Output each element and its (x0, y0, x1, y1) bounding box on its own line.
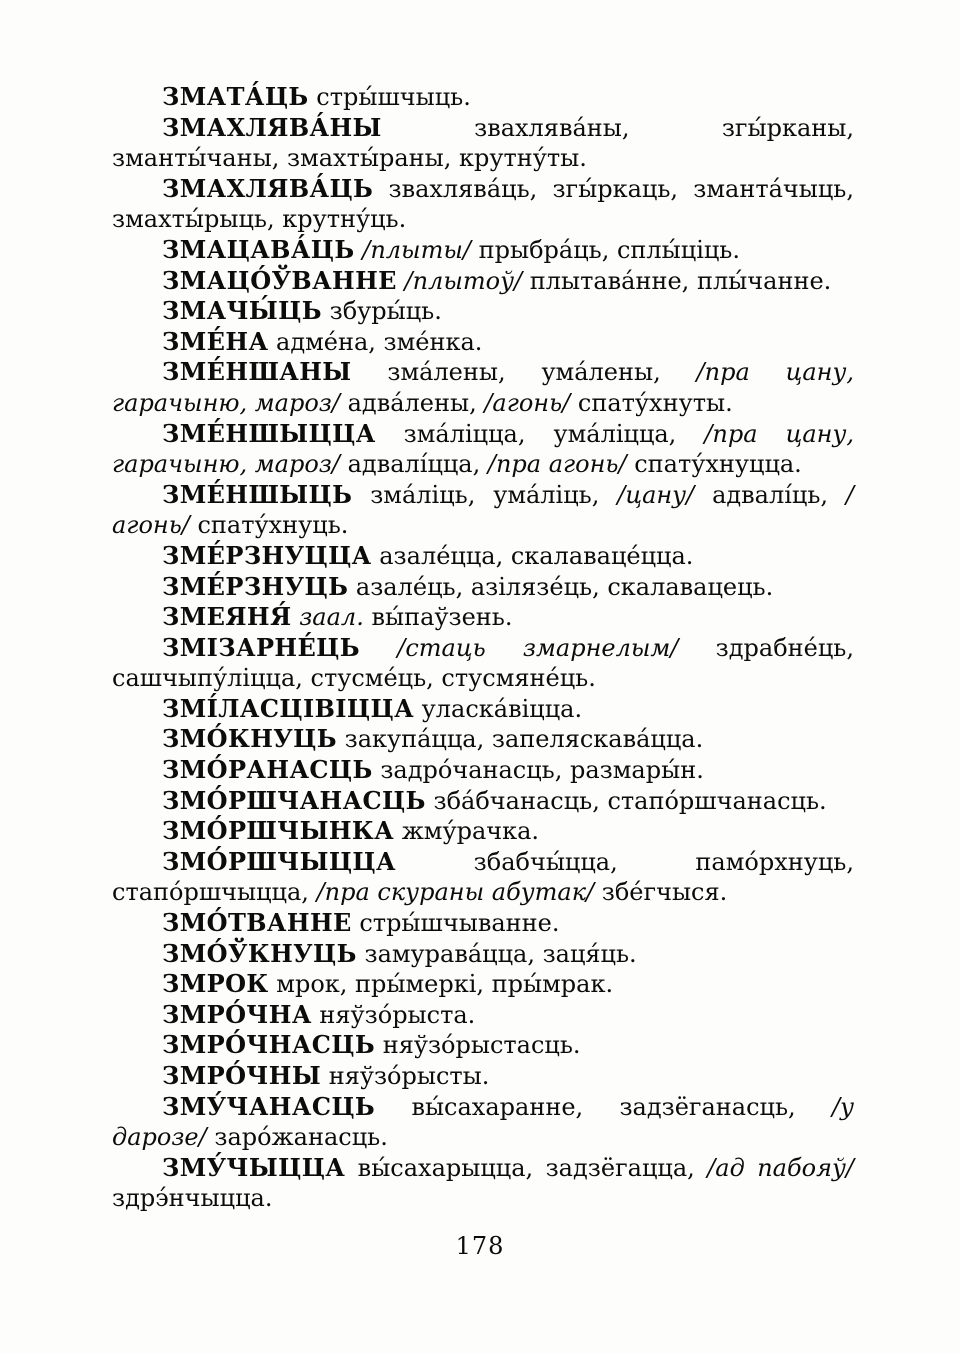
entry-usage-note: /у дарозе/ (112, 1092, 854, 1152)
dictionary-entry (112, 724, 854, 755)
dictionary-entry (112, 235, 854, 266)
dictionary-entry (112, 296, 854, 327)
dictionary-entry (112, 847, 854, 908)
entry-definition-run: жму́рачка. (394, 817, 540, 846)
entry-definition-run: зба́бчанасць, стапо́ршчанасць. (425, 786, 827, 815)
entry-definition-run (397, 267, 405, 295)
entry-usage-note: /агонь/ (484, 388, 571, 417)
dictionary-entry (112, 602, 854, 633)
entry-usage-note: /стаць змарнелым/ (397, 633, 679, 662)
entry-definition-run: стры́шчыванне. (351, 909, 560, 938)
dictionary-entry (112, 1092, 854, 1153)
dictionary-entry (112, 1030, 854, 1061)
entry-definition-run: азале́цца, скалаваце́цца. (371, 541, 694, 570)
entry-headword: ЗМЕ́РЗНУЦЦА (162, 540, 372, 570)
dictionary-entry (112, 572, 854, 603)
entry-headword: ЗМЕ́РЗНУЦЬ (162, 571, 349, 601)
dictionary-entry (112, 541, 854, 572)
entry-definition-run: уласка́віцца. (414, 694, 583, 723)
entry-definition-run: вы́паўзень. (363, 603, 513, 632)
entry-definition-run: мрок, пры́меркі, пры́мрак. (268, 970, 614, 999)
entry-definition-run: спату́хнуць. (189, 511, 349, 540)
entry-headword: ЗМЕЯНЯ́ (162, 602, 292, 632)
entry-definition-run: збе́гчыся. (594, 878, 728, 907)
entry-definition-run: звахлява́ны, згы́рканы, зманты́чаны, змахты́раны, крутну́ты. (112, 113, 854, 173)
entry-headword: ЗМО́РШЧЫНКА (162, 816, 395, 846)
dictionary-entry (112, 786, 854, 817)
entry-usage-note: /пра цану, гарачыню, мароз/ (112, 419, 854, 479)
dictionary-entry (112, 357, 854, 418)
entry-usage-note: /пра скураны абутак/ (316, 878, 595, 907)
entry-definition-run: зма́лены, ума́лены, (351, 358, 697, 387)
entry-definition-run: спату́хнуты. (570, 388, 733, 417)
entry-usage-note: /агонь/ (112, 480, 855, 540)
entry-headword: ЗМАЧЫ́ЦЬ (162, 296, 322, 326)
dictionary-entry (112, 816, 854, 847)
dictionary-entry (112, 174, 854, 235)
entry-definition-run: збабчы́цца, памо́рхнуць, стапо́ршчыцца, (112, 847, 854, 907)
entry-definition-run: здрэ́нчыцца. (112, 1184, 273, 1213)
entry-definition-run: зма́ліцца, ума́ліцца, (375, 419, 705, 448)
entry-definition-run: закупа́цца, запеляскава́цца. (336, 725, 704, 754)
entry-headword: ЗМЕ́НШЫЦЬ (162, 479, 353, 509)
entry-definition-run: звахлява́ць, згы́ркаць, зманта́чыць, змахты́рыць, крутну́ць. (112, 174, 854, 234)
entry-usage-note: /пра агонь/ (487, 450, 627, 479)
dictionary-entry (112, 419, 854, 480)
entry-definition-run: стры́шчыць. (308, 83, 471, 111)
dictionary-entry (112, 1061, 854, 1092)
entry-usage-note: /ад пабояў/ (707, 1153, 854, 1182)
entry-headword: ЗМО́ТВАННЕ (162, 908, 352, 938)
entry-headword: ЗМО́РШЧАНАСЦЬ (162, 785, 426, 815)
dictionary-entry (112, 908, 854, 939)
entry-usage-note: заал. (299, 603, 364, 632)
dictionary-entry (112, 939, 854, 970)
entry-headword: ЗМАХЛЯВА́ЦЬ (162, 173, 374, 203)
page-number: 178 (455, 1232, 505, 1260)
entry-definition-run: азале́ць, азілязе́ць, скалавацець. (348, 572, 774, 601)
entry-definition-run: заро́жанасць. (206, 1123, 388, 1152)
dictionary-entry (112, 327, 854, 358)
dictionary-entry (112, 1000, 854, 1031)
entry-headword: ЗМРО́ЧНА (162, 999, 312, 1029)
entry-definition-run: збуры́ць. (321, 297, 442, 326)
entry-definition-run: прыбра́ць, сплы́ціць. (471, 235, 740, 264)
entry-headword: ЗМРОК (162, 969, 269, 999)
entry-definition-run: здрабне́ць, сашчыпу́ліцца, стусме́ць, стусмяне́ць. (112, 633, 854, 693)
entry-definition-run: вы́сахарыцца, задзёгацца, (345, 1153, 708, 1182)
dictionary-entry (112, 694, 854, 725)
entry-headword: ЗМО́ЎКНУЦЬ (162, 938, 357, 968)
entry-headword: ЗМЕ́НШАНЫ (162, 357, 352, 387)
entry-headword: ЗМУ́ЧЫЦЦА (162, 1152, 346, 1182)
entry-definition-run: адвалі́ць, (694, 480, 846, 509)
entry-usage-note: /пра цану, гарачыню, мароз/ (112, 358, 854, 417)
entries-block (112, 82, 854, 1214)
entry-definition-run (360, 634, 397, 662)
entry-headword: ЗМЕ́НА (162, 326, 269, 356)
dictionary-entry (112, 755, 854, 786)
entry-usage-note: /плытоў/ (404, 266, 523, 295)
entry-headword: ЗМАТА́ЦЬ (162, 82, 309, 111)
entry-definition-run: задро́чанасць, размары́н. (372, 756, 704, 785)
dictionary-entry (112, 266, 854, 297)
dictionary-entry (112, 480, 854, 541)
entry-usage-note: /цану/ (617, 480, 695, 509)
entry-headword: ЗМАЦО́ЎВАННЕ (162, 265, 397, 295)
dictionary-entry (112, 1153, 854, 1214)
entry-definition-run: плытава́нне, плы́чанне. (522, 266, 832, 295)
entry-headword: ЗМАЦАВА́ЦЬ (162, 234, 355, 264)
entry-definition-run: адва́лены, (339, 388, 485, 417)
entry-definition-run: зма́ліць, ума́ліць, (352, 480, 618, 509)
dictionary-entry (112, 969, 854, 1000)
entry-definition-run: замурава́цца, заця́ць. (356, 939, 637, 968)
entry-headword: ЗМО́РАНАСЦЬ (162, 755, 373, 785)
entry-definition-run: адме́на, зме́нка. (268, 327, 483, 356)
entry-definition-run: спату́хнуцца. (626, 450, 802, 479)
entry-headword: ЗМІ́ЛАСЦІВІЦЦА (162, 693, 415, 723)
entry-headword: ЗМРО́ЧНАСЦЬ (162, 1030, 376, 1060)
entry-headword: ЗМРО́ЧНЫ (162, 1061, 322, 1090)
entry-headword: ЗМО́КНУЦЬ (162, 724, 337, 754)
dictionary-entry (112, 633, 854, 694)
entry-definition-run: няўзо́рысты. (321, 1062, 490, 1090)
dictionary-entry (112, 113, 854, 174)
entry-definition-run: вы́сахаранне, задзёганасць, (375, 1092, 832, 1121)
entry-definition-run: няўзо́рыста. (311, 1000, 476, 1029)
entry-definition-run: няўзо́рыстасць. (375, 1031, 581, 1060)
entry-usage-note: /плыты/ (362, 235, 471, 264)
entry-headword: ЗМЕ́НШЫЦЦА (162, 418, 376, 448)
entry-headword: ЗМО́РШЧЫЦЦА (162, 846, 396, 876)
entry-headword: ЗМУ́ЧАНАСЦЬ (162, 1091, 376, 1121)
dictionary-entry (112, 82, 854, 113)
entry-definition-run: адвалі́цца, (339, 450, 488, 479)
entry-headword: ЗМАХЛЯВА́НЫ (162, 112, 382, 142)
entry-headword: ЗМІЗАРНЕ́ЦЬ (162, 632, 360, 662)
